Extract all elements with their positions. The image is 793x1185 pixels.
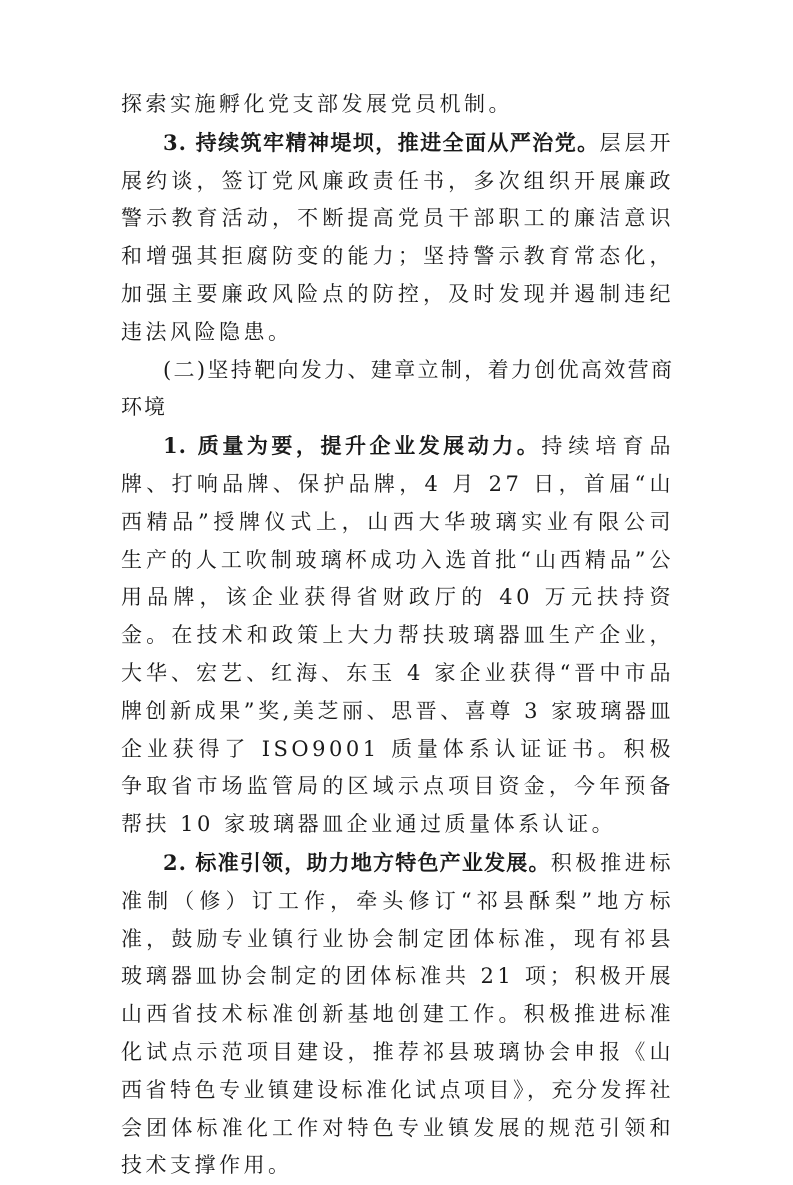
section-heading-text: (二)坚持靶向发力、建章立制，着力创优高效营商环境 [121, 357, 674, 420]
paragraph-continuation [121, 86, 674, 124]
paragraph-item-1 [121, 427, 674, 844]
paragraph-text: 层层开展约谈，签订党风廉政责任书，多次组织开展廉政警示教育活动，不断提高党员干部职工的廉洁意识和增强其拒腐防变的能力；坚持警示教育常态化，加强主要廉政风险点的防控，及时发现并遏制违纪违法风险隐患。 [121, 130, 675, 344]
item-heading: 2. 标准引领，助力地方特色产业发展。 [163, 849, 551, 875]
item-heading: 3. 持续筑牢精神堤坝，推进全面从严治党。 [163, 129, 600, 155]
paragraph-text: 积极推进标准制（修）订工作，牵头修订“祁县酥梨”地方标准，鼓励专业镇行业协会制定团体标准，现有祁县玻璃器皿协会制定的团体标准共 21 项；积极开展山西省技术标准创新基地创建工作。积极推进标准化试点示范项目建设，推荐祁县玻璃协会申报《山西省特色专业镇建设标准化试点项目》，充分发挥社会团体标准化工作对特色专业镇发展的规范引领和技术支撑作用。 [121, 850, 674, 1178]
section-heading [121, 352, 674, 428]
document-page [121, 86, 674, 1185]
paragraph-text: 探索实施孵化党支部发展党员机制。 [121, 92, 513, 116]
paragraph-text: 持续培育品牌、打响品牌、保护品牌，4 月 27 日，首届“山西精品”授牌仪式上，山西大华玻璃实业有限公司生产的人工吹制玻璃杯成功入选首批“山西精品”公用品牌，该企业获得省财政厅的 40 万元扶持资金。在技术和政策上大力帮扶玻璃器皿生产企业，大华、宏艺、红海、东玉 4 家企业获得“晋中市品牌创新成果”奖,美芝丽、思晋、喜尊 3 家玻璃器皿企业获得了 ISO9001 质量体系认证证书。积极争取省市场监管局的区域示点项目资金，今年预备帮扶 10 家玻璃器皿企业通过质量体系认证。 [121, 434, 675, 837]
paragraph-item-3 [121, 124, 674, 352]
item-heading: 1. 质量为要，提升企业发展动力。 [163, 433, 542, 459]
paragraph-item-2 [121, 844, 674, 1185]
